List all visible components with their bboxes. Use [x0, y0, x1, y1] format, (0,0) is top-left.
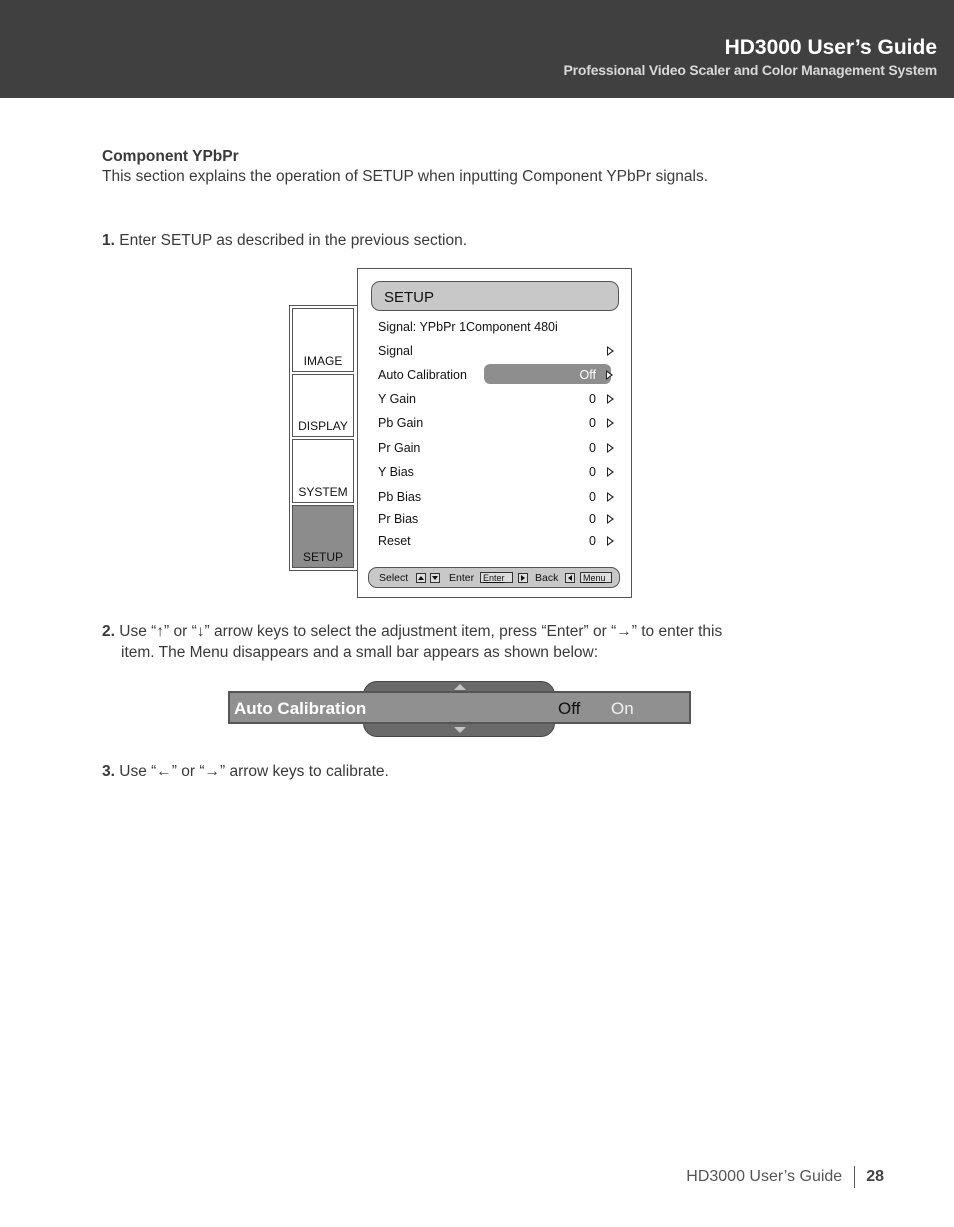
- row-label: Y Bias: [378, 465, 414, 479]
- row-value: 0: [589, 416, 596, 430]
- guide-subtitle: Professional Video Scaler and Color Management System: [563, 62, 937, 78]
- right-arrow-icon: [607, 514, 614, 524]
- footer-divider: [854, 1166, 855, 1188]
- down-key-icon: [430, 573, 440, 583]
- menu-row-reset[interactable]: [378, 533, 614, 551]
- panel-title-bar: [371, 281, 619, 311]
- row-value: 0: [589, 465, 596, 479]
- right-arrow-icon: [607, 443, 614, 453]
- tab-image[interactable]: IMAGE: [292, 308, 354, 372]
- right-arrow-icon: [607, 467, 614, 477]
- step-number: 3.: [102, 763, 115, 780]
- step-text-continued: item. The Menu disappears and a small bar appears as shown below:: [121, 644, 599, 661]
- up-key-icon: [416, 573, 426, 583]
- right-arrow-icon: [607, 418, 614, 428]
- right-arrow-icon: [607, 536, 614, 546]
- menu-row-auto-calibration[interactable]: [378, 367, 614, 385]
- section-intro: This section explains the operation of SETUP when inputting Component YPbPr signals.: [102, 168, 708, 185]
- row-value: 0: [589, 441, 596, 455]
- step-text: Enter SETUP as described in the previous section.: [119, 232, 468, 249]
- adjustment-bar-body: [228, 691, 691, 724]
- menu-row-y-gain[interactable]: [378, 391, 614, 409]
- tab-display[interactable]: DISPLAY: [292, 374, 354, 437]
- page-number: 28: [866, 1168, 884, 1186]
- step-number: 1.: [102, 232, 115, 249]
- row-value: 0: [589, 534, 596, 548]
- row-value: Off: [579, 368, 596, 382]
- down-arrow-icon[interactable]: [454, 727, 466, 733]
- right-arrow-icon: [607, 346, 614, 356]
- right-key-icon: [518, 573, 528, 583]
- guide-title: HD3000 User’s Guide: [724, 36, 937, 59]
- left-key-icon: [565, 573, 575, 583]
- step-3: [102, 761, 389, 782]
- tab-setup[interactable]: SETUP: [292, 505, 354, 568]
- step-2: [102, 621, 722, 663]
- menu-row-pr-bias[interactable]: [378, 511, 614, 529]
- menu-row-pb-gain[interactable]: [378, 415, 614, 433]
- footer-guide-name: HD3000 User’s Guide: [686, 1168, 843, 1186]
- back-hint: Back: [535, 572, 559, 584]
- row-label: Auto Calibration: [378, 368, 467, 382]
- row-value: 0: [589, 392, 596, 406]
- up-arrow-icon[interactable]: [454, 684, 466, 690]
- menu-row-y-bias[interactable]: [378, 464, 614, 482]
- row-value: 0: [589, 512, 596, 526]
- menu-key-icon: Menu: [580, 572, 612, 583]
- signal-status: Signal: YPbPr 1Component 480i: [378, 320, 558, 334]
- row-label: Pb Gain: [378, 416, 424, 430]
- osd-tab-column: [289, 305, 358, 571]
- enter-key-icon: Enter: [480, 572, 513, 583]
- option-on[interactable]: On: [611, 699, 634, 718]
- row-label: Signal: [378, 344, 413, 358]
- row-label: Reset: [378, 534, 411, 548]
- step-text: Use “←” or “→” arrow keys to calibrate.: [119, 763, 389, 780]
- page-footer: [686, 1166, 884, 1188]
- page-header: [0, 0, 954, 98]
- right-arrow-icon: [607, 492, 614, 502]
- section-heading: Component YPbPr: [102, 148, 239, 165]
- row-label: Pb Bias: [378, 490, 422, 504]
- right-arrow-icon: [607, 394, 614, 404]
- menu-row-pb-bias[interactable]: [378, 489, 614, 507]
- row-label: Pr Bias: [378, 512, 419, 526]
- select-hint: Select: [379, 572, 409, 584]
- menu-row-signal[interactable]: [378, 343, 614, 361]
- step-text: Use “↑” or “↓” arrow keys to select the adjustment item, press “Enter” or “→” to enter this: [119, 623, 723, 640]
- right-arrow-icon: [606, 370, 613, 380]
- step-number: 2.: [102, 623, 115, 640]
- bar-label: Auto Calibration: [234, 699, 367, 718]
- tab-system[interactable]: SYSTEM: [292, 439, 354, 503]
- row-label: Y Gain: [378, 392, 416, 406]
- row-label: Pr Gain: [378, 441, 421, 455]
- row-value: 0: [589, 490, 596, 504]
- enter-hint: Enter: [449, 572, 475, 584]
- option-off[interactable]: Off: [558, 699, 581, 718]
- panel-title: SETUP: [384, 289, 435, 306]
- adjustment-bar: [228, 681, 693, 737]
- osd-key-help-bar: [368, 567, 620, 588]
- step-1: [102, 230, 467, 251]
- osd-setup-panel: [357, 268, 632, 598]
- menu-row-pr-gain[interactable]: [378, 440, 614, 458]
